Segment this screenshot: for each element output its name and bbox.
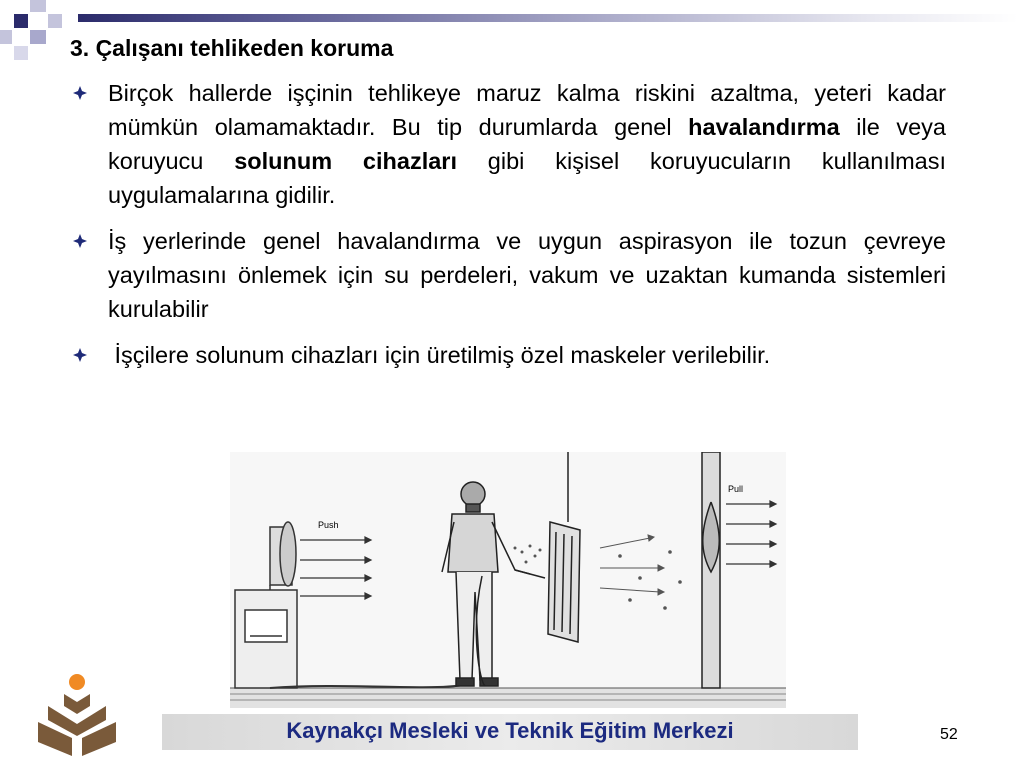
worker-figure <box>442 482 530 686</box>
footer-institution-name: Kaynakçı Mesleki ve Teknik Eğitim Merkezi <box>286 718 734 743</box>
diamond-bullet-icon <box>72 85 88 101</box>
push-fan-icon <box>235 522 297 688</box>
diamond-bullet-icon <box>72 347 88 363</box>
bullet-item <box>66 338 946 372</box>
diamond-bullet-icon <box>72 233 88 249</box>
pull-label: Pull <box>728 484 744 494</box>
bullet-item <box>66 224 946 326</box>
push-label: Push <box>318 520 339 530</box>
top-gradient-bar <box>78 14 1018 22</box>
institution-logo <box>34 672 120 758</box>
bold-term: solunum cihazları <box>234 148 457 174</box>
pull-fan-icon <box>702 452 720 688</box>
bullet-item <box>66 76 946 212</box>
bold-term: havalandırma <box>688 114 840 140</box>
ventilation-illustration <box>230 452 786 708</box>
bullet-list <box>66 76 946 384</box>
corner-decoration <box>0 0 80 70</box>
bullet-text: İş yerlerinde genel havalandırma ve uygun aspirasyon ile tozun çevreye yayılmasını önlemek için su perdeleri, vakum ve uzaktan kumanda sistemleri kurulabilir <box>108 228 946 322</box>
footer-bar <box>162 714 858 750</box>
bullet-text: Birçok hallerde işçinin tehlikeye maruz kalma riskini azaltma, yeteri kadar mümkün olamamaktadır. Bu tip durumlarda genel havalandırma ile veya koruyucu solunum cihazları gibi kişisel koruyucuların kullanılması uygulamalarına gidilir. <box>108 80 946 208</box>
page-number: 52 <box>940 726 958 743</box>
bullet-text: İşçilere solunum cihazları için üretilmiş özel maskeler verilebilir. <box>108 342 771 368</box>
slide-title: 3. Çalışanı tehlikeden koruma <box>70 35 394 61</box>
